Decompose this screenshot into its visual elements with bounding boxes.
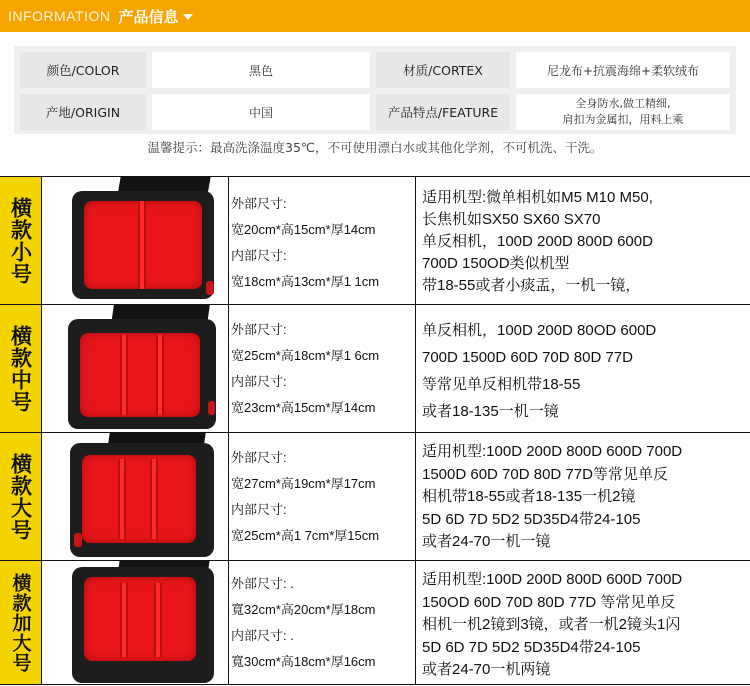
model-line: 5D 6D 7D 5D2 5D35D4带24-105 — [422, 638, 641, 656]
header-cn-title: 产品信息 — [118, 7, 179, 26]
inner-size-value: 宽25cm*高1 7cm*厚15cm — [231, 528, 380, 543]
outer-size-label: 外部尺寸: — [231, 450, 287, 465]
origin-value: 中国 — [152, 94, 370, 130]
material-value: 尼龙布+抗震海绵+柔软绒布 — [516, 52, 730, 88]
product-photo — [42, 561, 229, 684]
model-line: 150OD 60D 70D 80D 77D 等常见单反 — [422, 593, 676, 611]
outer-size-value: 宽25cm*高18cm*厚1 6cm — [231, 348, 380, 363]
section-header — [0, 0, 750, 32]
origin-label: 产地/ORIGIN — [20, 94, 146, 130]
info-table — [14, 46, 736, 136]
outer-size-value: 寬32cm*高20cm*厚18cm — [231, 602, 376, 617]
camera-bag-image — [58, 561, 218, 684]
product-name: 横款大号 — [8, 452, 33, 541]
material-label: 材质/CORTEX — [376, 52, 510, 88]
product-name: 横款加大号 — [9, 572, 32, 673]
product-name: 横款小号 — [8, 196, 33, 285]
inner-size-value: 宽23cm*高15cm*厚14cm — [231, 400, 376, 415]
model-line: 700D 1500D 60D 70D 80D 77D — [422, 349, 633, 366]
product-name: 横款中号 — [8, 324, 33, 413]
model-line: 或者24-70一机一镜 — [422, 533, 551, 550]
model-line: 单反相机，100D 200D 80OD 600D — [422, 322, 657, 339]
color-value: 黑色 — [152, 52, 370, 88]
outer-size-value: 宽27cm*高19cm*厚17cm — [231, 476, 376, 491]
model-line: 适用机型:100D 200D 800D 600D 700D — [422, 571, 683, 588]
care-notice: 温馨提示：最高洗涤温度35℃，不可使用漂白水或其他化学剂，不可机洗、干洗。 — [147, 140, 603, 155]
model-line: 5D 6D 7D 5D2 5D35D4带24-105 — [422, 510, 641, 528]
camera-bag-image — [58, 177, 218, 304]
product-row-medium — [0, 304, 750, 432]
color-label: 颜色/COLOR — [20, 52, 146, 88]
info-panel — [14, 46, 736, 134]
model-line: 适用机型:微单相机如M5 M10 M50, — [422, 189, 653, 206]
inner-size-value: 宽18cm*高13cm*厚1 1cm — [231, 274, 380, 289]
model-line: 等常见单反相机带18-55 — [422, 376, 581, 393]
model-line: 单反相机，100D 200D 800D 600D — [422, 233, 653, 250]
camera-bag-image — [58, 433, 218, 560]
inner-size-label: 内部尺寸: — [231, 248, 287, 263]
compatible-models — [416, 561, 750, 684]
model-line: 适用机型:100D 200D 800D 600D 700D — [422, 443, 683, 460]
chevron-down-icon — [183, 14, 193, 20]
model-line: 相机带18-55或者18-135一机2镜 — [422, 488, 636, 505]
product-dimensions — [229, 561, 416, 684]
model-line: 相机一机2镜到3镜，或者一机2镜头1闪 — [422, 616, 681, 633]
model-line: 或者18-135一机一镜 — [422, 403, 559, 420]
inner-size-label: 内部尺寸: — [231, 502, 287, 517]
product-row-large — [0, 432, 750, 560]
feature-value — [516, 94, 730, 130]
inner-size-value: 寬30cm*高18cm*厚16cm — [231, 654, 376, 669]
feature-line-2: 肩扣为金属扣，用料上乘 — [562, 113, 684, 126]
product-row-xlarge — [0, 560, 750, 685]
product-dimensions — [229, 433, 416, 560]
inner-size-label: 内部尺寸: — [231, 374, 287, 389]
compatible-models — [416, 305, 750, 432]
outer-size-value: 宽20cm*高15cm*厚14cm — [231, 222, 376, 237]
model-line: 或者24-70一机两镜 — [422, 661, 551, 678]
compatible-models — [416, 177, 750, 304]
model-line: 带18-55或者小痰盂，一机一镜， — [422, 277, 641, 294]
model-line: 1500D 60D 70D 80D 77D等常见单反 — [422, 465, 668, 483]
outer-size-label: 外部尺寸: — [231, 196, 287, 211]
product-name-cell — [0, 561, 42, 684]
product-dimensions — [229, 305, 416, 432]
feature-label: 产品特点/FEATURE — [376, 94, 510, 130]
product-photo — [42, 177, 229, 304]
model-line: 长焦机如SX50 SX60 SX70 — [422, 211, 601, 228]
outer-size-label: 外部尺寸: . — [231, 576, 294, 591]
product-name-cell — [0, 305, 42, 432]
outer-size-label: 外部尺寸: — [231, 322, 287, 337]
info-row-color — [20, 52, 730, 88]
info-row-origin — [20, 94, 730, 130]
product-photo — [42, 305, 229, 432]
camera-bag-image — [58, 305, 218, 432]
product-size-table — [0, 176, 750, 686]
inner-size-label: 内部尺寸: . — [231, 628, 294, 643]
product-row-small — [0, 176, 750, 304]
product-dimensions — [229, 177, 416, 304]
model-line: 700D 150OD类似机型 — [422, 255, 570, 272]
header-en-title: INFORMATION — [8, 8, 111, 24]
compatible-models — [416, 433, 750, 560]
product-name-cell — [0, 433, 42, 560]
product-photo — [42, 433, 229, 560]
feature-line-1: 全身防水,做工精细, — [575, 97, 671, 110]
product-name-cell — [0, 177, 42, 304]
